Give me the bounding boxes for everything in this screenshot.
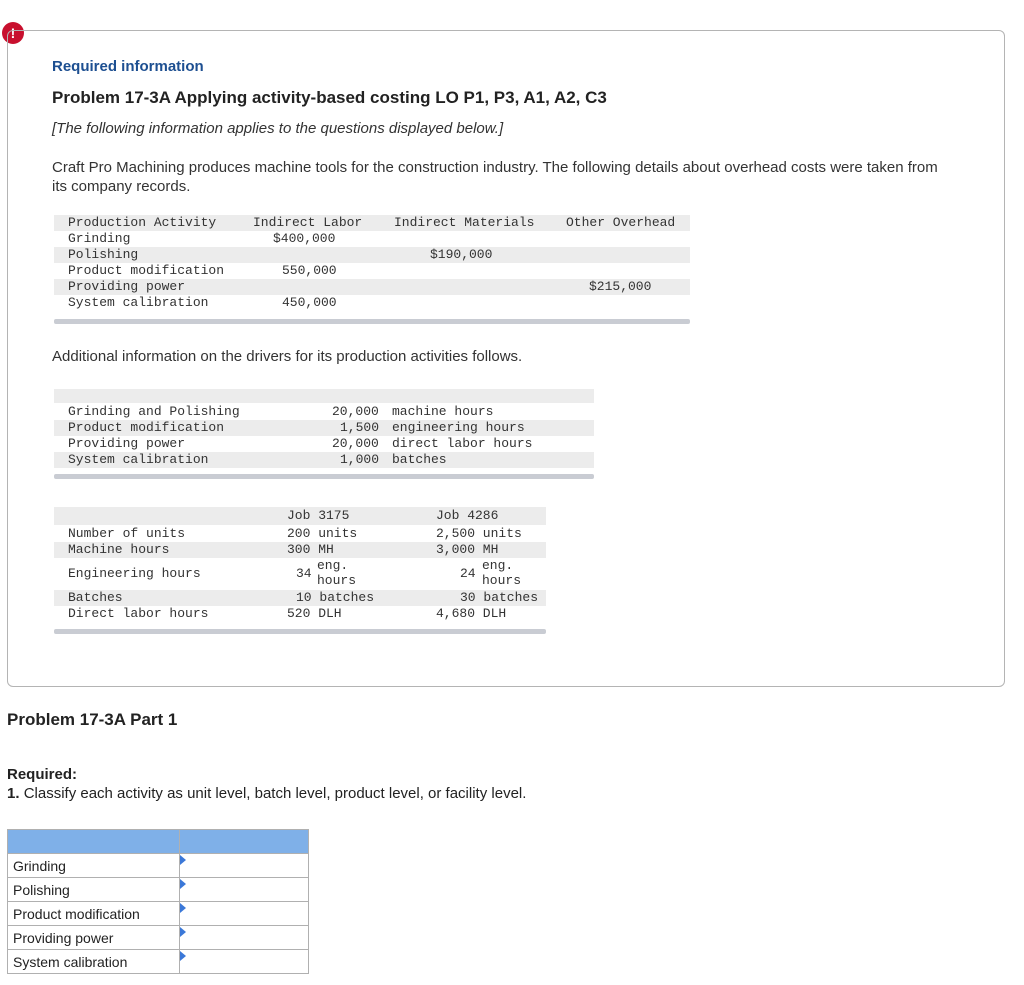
- question-number: 1.: [7, 785, 20, 802]
- required-info-heading: Required information: [52, 58, 204, 75]
- activity-label: Providing power: [8, 926, 180, 950]
- driver-activity-cell: Grinding and Polishing: [68, 404, 240, 419]
- table-row: [54, 263, 690, 279]
- intro-paragraph: Craft Pro Machining produces machine tools for the construction industry. The following details about overhead costs were taken from its company records.: [52, 159, 938, 195]
- other-cell: $215,000: [589, 279, 652, 294]
- part-title: Problem 17-3A Part 1: [7, 710, 178, 729]
- job1-cell: 300 MH: [287, 542, 334, 557]
- driver-qty-cell: 20,000: [332, 404, 379, 419]
- dropdown-arrow-icon: [180, 855, 186, 865]
- table-divider: [54, 319, 690, 324]
- job-label-cell: Engineering hours: [68, 566, 201, 581]
- table-row: [54, 452, 594, 468]
- table-row: [54, 606, 546, 622]
- driver-qty-cell: 20,000: [332, 436, 379, 451]
- job-label-cell: Direct labor hours: [68, 606, 209, 621]
- job2-cell: 3,000 MH: [436, 542, 499, 557]
- table-row: [54, 295, 690, 311]
- classification-header-row: [8, 830, 309, 854]
- job2-eng-unit-b: hours: [482, 573, 522, 588]
- labor-cell: 550,000: [282, 263, 337, 278]
- classification-table: [7, 829, 309, 974]
- additional-info-text: Additional information on the drivers for its production activities follows.: [52, 348, 523, 365]
- table-row: [8, 926, 309, 950]
- driver-activity-cell: System calibration: [68, 452, 209, 467]
- grinding-level-dropdown[interactable]: [180, 854, 309, 878]
- overhead-header-row: [54, 215, 690, 231]
- jobs-header-row: [54, 507, 546, 525]
- driver-name-cell: batches: [392, 452, 447, 467]
- driver-qty-cell: 1,500: [340, 420, 380, 435]
- activity-cell: Product modification: [68, 263, 225, 278]
- labor-cell: 450,000: [282, 295, 337, 310]
- activity-label: Product modification: [8, 902, 180, 926]
- activity-cell: Polishing: [68, 247, 139, 262]
- dropdown-arrow-icon: [180, 927, 186, 937]
- driver-activity-cell: Providing power: [68, 436, 186, 451]
- job1-cell: 520 DLH: [287, 606, 342, 621]
- job2-cell: 4,680 DLH: [436, 606, 507, 621]
- activity-cell: Grinding: [68, 231, 131, 246]
- col-header-activity: Production Activity: [68, 215, 217, 230]
- labor-cell: $400,000: [273, 231, 336, 246]
- job1-eng-num: 34: [296, 566, 312, 581]
- job2-cell: 30 batches: [460, 590, 539, 605]
- table-row: [8, 902, 309, 926]
- job-3175-header: Job 3175: [287, 508, 350, 523]
- col-header-indirect-materials: Indirect Materials: [394, 215, 535, 230]
- table-row: [54, 590, 546, 606]
- job2-eng-num: 24: [460, 566, 476, 581]
- activity-label: Polishing: [8, 878, 180, 902]
- header-cell: [8, 830, 180, 854]
- table-row: [54, 247, 690, 263]
- table-row: [8, 950, 309, 974]
- required-label: Required:: [7, 766, 78, 783]
- alert-icon: !: [2, 22, 24, 44]
- header-cell: [180, 830, 309, 854]
- activity-label: System calibration: [8, 950, 180, 974]
- job1-eng-unit-b: hours: [317, 573, 357, 588]
- table-divider: [54, 474, 594, 479]
- activity-cell: Providing power: [68, 279, 186, 294]
- job2-cell: 2,500 units: [436, 526, 522, 541]
- problem-title: Problem 17-3A Applying activity-based costing LO P1, P3, A1, A2, C3: [52, 88, 607, 107]
- job-label-cell: Number of units: [68, 526, 186, 541]
- providing-power-level-dropdown[interactable]: [180, 926, 309, 950]
- driver-name-cell: engineering hours: [392, 420, 525, 435]
- table-row: [54, 558, 546, 590]
- job-label-cell: Batches: [68, 590, 123, 605]
- job1-eng-unit-a: eng.: [317, 558, 349, 573]
- applies-note: [The following information applies to the questions displayed below.]: [52, 120, 504, 137]
- table-row: [8, 854, 309, 878]
- dropdown-arrow-icon: [180, 951, 186, 961]
- driver-qty-cell: 1,000: [340, 452, 380, 467]
- table-divider: [54, 629, 546, 634]
- table-row: [54, 436, 594, 452]
- system-calibration-level-dropdown[interactable]: [180, 950, 309, 974]
- table-row: [54, 542, 546, 558]
- table-row: [54, 231, 690, 247]
- table-row: [54, 420, 594, 436]
- table-row: [54, 526, 546, 542]
- polishing-level-dropdown[interactable]: [180, 878, 309, 902]
- job-label-cell: Machine hours: [68, 542, 170, 557]
- driver-name-cell: direct labor hours: [392, 436, 533, 451]
- drivers-header-row: [54, 389, 594, 403]
- col-header-other-overhead: Other Overhead: [566, 215, 676, 230]
- table-row: [54, 279, 690, 295]
- job-4286-header: Job 4286: [436, 508, 499, 523]
- activity-label: Grinding: [8, 854, 180, 878]
- dropdown-arrow-icon: [180, 903, 186, 913]
- driver-name-cell: machine hours: [392, 404, 494, 419]
- table-row: [8, 878, 309, 902]
- question-text: [7, 785, 526, 802]
- col-header-indirect-labor: Indirect Labor: [253, 215, 363, 230]
- job1-cell: 10 batches: [296, 590, 375, 605]
- driver-activity-cell: Product modification: [68, 420, 225, 435]
- job2-eng-unit-a: eng.: [482, 558, 514, 573]
- activity-cell: System calibration: [68, 295, 209, 310]
- product-modification-level-dropdown[interactable]: [180, 902, 309, 926]
- question-body: Classify each activity as unit level, batch level, product level, or facility level.: [23, 785, 527, 802]
- job1-cell: 200 units: [287, 526, 358, 541]
- dropdown-arrow-icon: [180, 879, 186, 889]
- table-row: [54, 404, 594, 420]
- materials-cell: $190,000: [430, 247, 493, 262]
